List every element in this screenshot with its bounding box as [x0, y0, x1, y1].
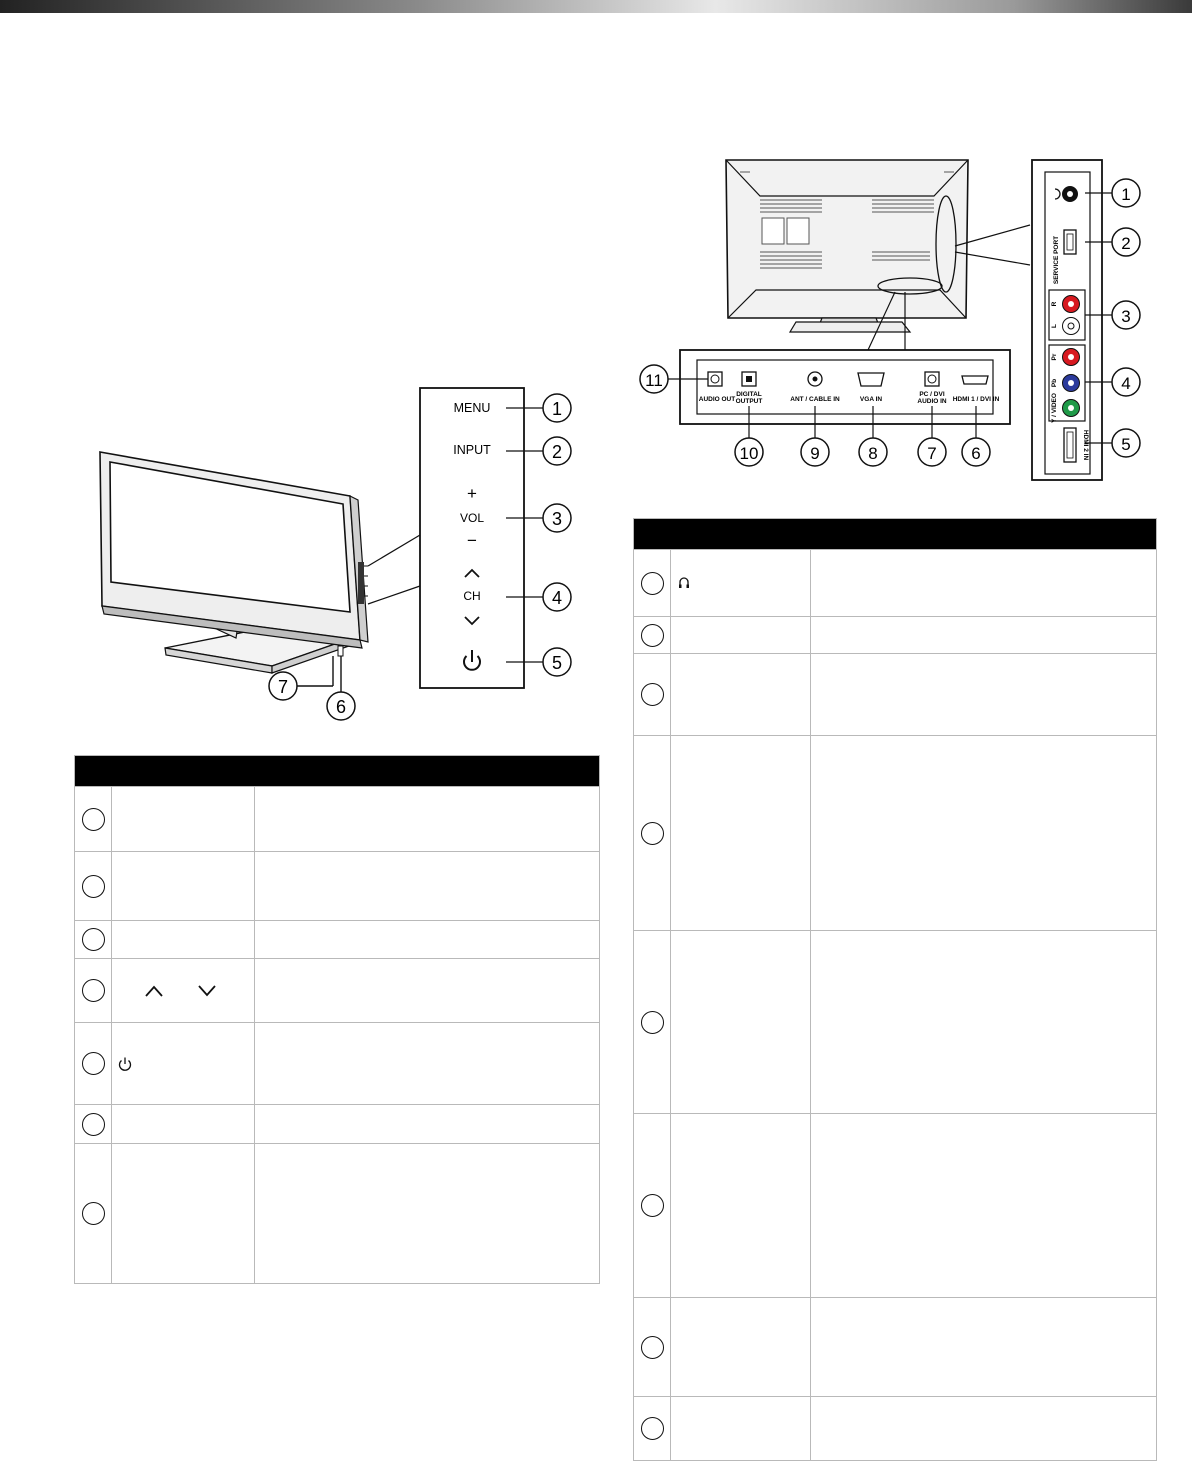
callout-4 [543, 583, 571, 611]
svg-text:2: 2 [551, 442, 563, 462]
callout-2 [543, 437, 571, 465]
pr-label: Pr [1051, 353, 1058, 361]
headphone-icon [677, 576, 691, 590]
pb-label: Pb [1051, 378, 1058, 388]
channel-up-icon [144, 984, 164, 998]
tv-front-illustration [0, 0, 600, 740]
table-row [75, 959, 600, 1023]
table-row [634, 1397, 1157, 1461]
tv-back-illustration [600, 0, 1192, 500]
vol-minus-label: − [467, 531, 477, 550]
channel-down-icon [197, 984, 217, 998]
table-row [634, 931, 1157, 1114]
svg-text:6: 6 [971, 444, 981, 463]
row-number-badge [82, 1052, 105, 1075]
row-number-badge [82, 928, 105, 951]
callout-2-back [1112, 228, 1140, 256]
y-video-label: Y / VIDEO [1051, 393, 1058, 423]
audio-r-label: R [1051, 301, 1058, 307]
row-number-badge [641, 1417, 664, 1440]
hdmi2-in-label: HDMI 2 IN [1082, 429, 1089, 461]
row-number-badge [82, 875, 105, 898]
svg-text:2: 2 [1121, 234, 1131, 253]
row-number-badge [82, 1202, 105, 1225]
callout-3-back [1112, 301, 1140, 329]
pc-dvi-audio-label-1: PC / DVI [919, 391, 945, 398]
table-row [634, 550, 1157, 617]
table-row [634, 1114, 1157, 1298]
audio-l-label: L [1051, 324, 1058, 328]
table-row [75, 852, 600, 921]
digital-output-label-2: OUTPUT [735, 398, 763, 405]
vga-in-label: VGA IN [859, 396, 883, 403]
callout-1 [543, 394, 571, 422]
callout-1-back [1112, 179, 1140, 207]
svg-text:4: 4 [551, 588, 563, 608]
power-icon [118, 1056, 132, 1072]
row-number-badge [82, 1113, 105, 1136]
svg-text:8: 8 [868, 444, 878, 463]
callout-5-back [1112, 429, 1140, 457]
svg-text:6: 6 [335, 697, 347, 717]
back-jacks-table [633, 518, 1157, 1461]
table-row [75, 787, 600, 852]
vol-button-label: VOL [459, 511, 485, 525]
table-row [634, 617, 1157, 654]
svg-text:4: 4 [1121, 374, 1131, 393]
ch-button-label: CH [463, 589, 481, 603]
audio-out-label: AUDIO OUT [698, 396, 736, 403]
pc-dvi-audio-label-2: AUDIO IN [917, 398, 947, 405]
row-number-badge [641, 1194, 664, 1217]
callout-7-back [918, 438, 946, 466]
row-number-badge [641, 683, 664, 706]
row-number-badge [82, 979, 105, 1002]
hdmi1-dvi-in-label: HDMI 1 / DVI IN [952, 396, 1000, 403]
callout-10-back [735, 438, 763, 466]
table-row [634, 1298, 1157, 1397]
table-row [75, 1105, 600, 1144]
svg-text:5: 5 [551, 653, 563, 673]
table-header [634, 519, 1157, 550]
table-row [75, 921, 600, 959]
svg-text:7: 7 [927, 444, 937, 463]
svg-text:7: 7 [277, 677, 289, 697]
callout-8-back [859, 438, 887, 466]
callout-9-back [801, 438, 829, 466]
row-number-badge [641, 1011, 664, 1034]
input-button-label: INPUT [453, 443, 491, 457]
callout-4-back [1112, 368, 1140, 396]
svg-text:5: 5 [1121, 435, 1131, 454]
row-number-badge [82, 808, 105, 831]
table-header [75, 756, 600, 787]
front-controls-table [74, 755, 600, 1284]
svg-text:1: 1 [551, 399, 563, 419]
vol-plus-label: + [467, 484, 477, 503]
row-number-badge [641, 1336, 664, 1359]
svg-text:11: 11 [645, 371, 663, 390]
menu-button-label: MENU [453, 401, 491, 415]
svg-text:9: 9 [810, 444, 820, 463]
svg-text:3: 3 [1121, 307, 1131, 326]
callout-6-front [327, 692, 355, 720]
svg-text:1: 1 [1121, 185, 1131, 204]
row-number-badge [641, 624, 664, 647]
table-row [634, 654, 1157, 736]
callout-7-front [269, 672, 297, 700]
callout-6-back [962, 438, 990, 466]
digital-output-label-1: DIGITAL [736, 391, 762, 398]
table-row [75, 1023, 600, 1105]
svg-text:10: 10 [739, 444, 759, 463]
callout-11-back [640, 365, 668, 393]
callout-3 [543, 504, 571, 532]
table-row [75, 1144, 600, 1284]
ant-cable-in-label: ANT / CABLE IN [790, 396, 840, 403]
callout-5 [543, 648, 571, 676]
svg-text:3: 3 [551, 509, 563, 529]
row-number-badge [641, 572, 664, 595]
service-port-label: SERVICE PORT [1053, 235, 1060, 285]
row-number-badge [641, 822, 664, 845]
table-row [634, 736, 1157, 931]
